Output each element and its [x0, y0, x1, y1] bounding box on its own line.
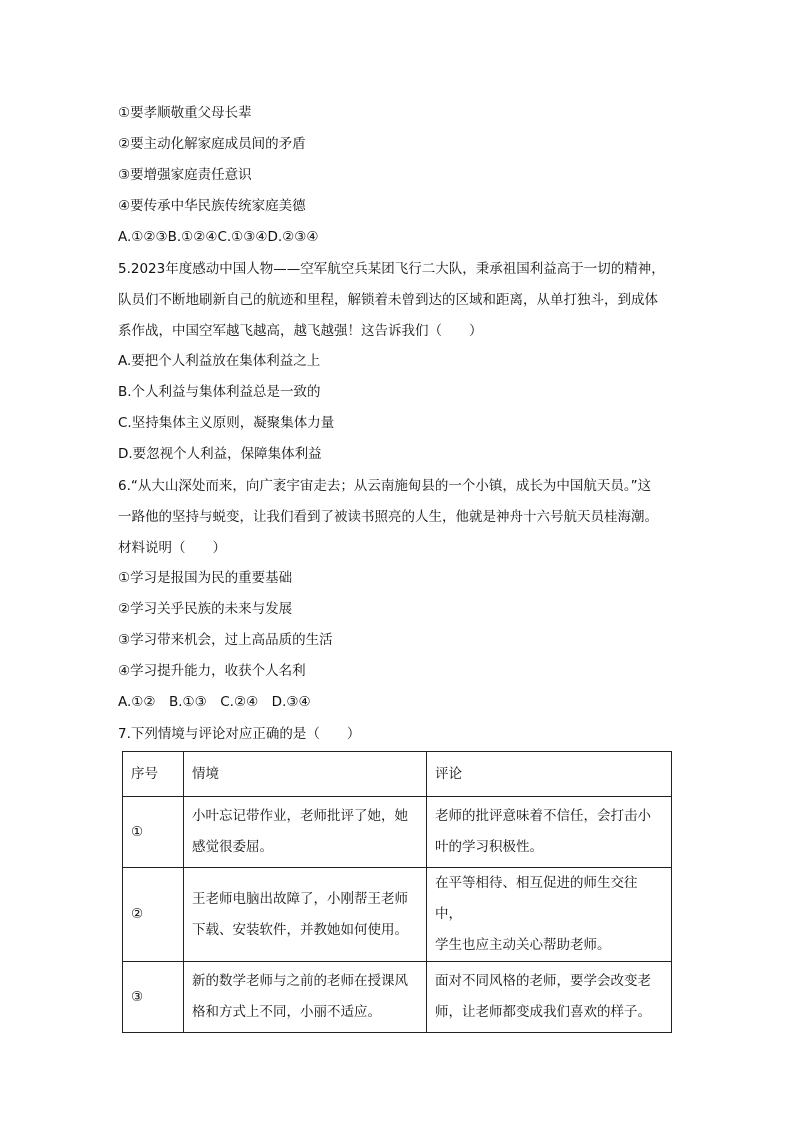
- cell-line: 王老师电脑出故障了，小刚帮王老师: [192, 890, 408, 907]
- row-comment: [427, 797, 672, 868]
- cell-line: 叶的学习积极性。: [435, 839, 543, 855]
- cell-line: 师，让老师都变成我们喜欢的样子。: [435, 1004, 651, 1020]
- q5-option-c: C.坚持集体主义原则，凝聚集体力量: [118, 415, 335, 431]
- table-row: [123, 962, 672, 1033]
- row-situation: [184, 797, 427, 868]
- q5-option-a: A.要把个人利益放在集体利益之上: [118, 353, 321, 369]
- row-number: ②: [123, 868, 184, 962]
- cell-line: 格和方式上不同，小丽不适应。: [192, 1004, 381, 1020]
- q4-option-2: ②要主动化解家庭成员间的矛盾: [118, 136, 306, 152]
- q7-table: [122, 751, 672, 1033]
- row-number: ③: [123, 962, 184, 1033]
- q6-item-3: ③学习带来机会，过上高品质的生活: [118, 632, 333, 648]
- row-comment: [427, 868, 672, 962]
- row-number: ①: [123, 797, 184, 868]
- row-comment: [427, 962, 672, 1033]
- q6-stem-line: 6.“从大山深处而来，向广袤宇宙走去；从云南施甸县的一个小镇，成长为中国航天员。”这: [118, 478, 652, 494]
- row-situation: [184, 962, 427, 1033]
- q4-option-4: ④要传承中华民族传统家庭美德: [118, 198, 306, 214]
- q5-stem-line: 系作战，中国空军越飞越高，越飞越强！这告诉我们（ ）: [118, 323, 483, 339]
- q7-stem: 7.下列情境与评论对应正确的是（ ）: [118, 726, 361, 742]
- table-row: [123, 797, 672, 868]
- q6-item-2: ②学习关乎民族的未来与发展: [118, 601, 293, 617]
- table-header-row: [123, 752, 672, 797]
- q4-option-3: ③要增强家庭责任意识: [118, 167, 252, 183]
- header-comment: 评论: [427, 752, 672, 797]
- q4-option-1: ①要孝顺敬重父母长辈: [118, 105, 252, 121]
- q6-item-1: ①学习是报国为民的重要基础: [118, 570, 293, 586]
- cell-line: 感觉很委屈。: [192, 839, 273, 855]
- table-row: [123, 868, 672, 962]
- cell-line: 下载、安装软件，并教她如何使用。: [192, 921, 408, 938]
- q5-option-d: D.要忽视个人利益，保障集体利益: [118, 446, 322, 462]
- header-number: 序号: [123, 752, 184, 797]
- cell-line: 面对不同风格的老师，要学会改变老: [435, 973, 651, 989]
- cell-line: 在平等相待、相互促进的师生交往中，: [435, 875, 638, 922]
- header-situation: 情境: [184, 752, 427, 797]
- q4-choices: A.①②③B.①②④C.①③④D.②③④: [118, 229, 319, 245]
- q6-item-4: ④学习提升能力，收获个人名利: [118, 663, 306, 679]
- q5-stem-line: 队员们不断地刷新自己的航迹和里程，解锁着未曾到达的区域和距离，从单打独斗，到成体: [118, 292, 658, 308]
- q6-stem-line: 一路他的坚持与蜕变，让我们看到了被读书照亮的人生，他就是神舟十六号航天员桂海潮。: [118, 509, 658, 525]
- cell-line: 老师的批评意味着不信任，会打击小: [435, 808, 651, 824]
- cell-line: 新的数学老师与之前的老师在授课风: [192, 973, 408, 989]
- row-situation: [184, 868, 427, 962]
- q6-stem: [118, 471, 693, 564]
- q6-choices: A.①② B.①③ C.②④ D.③④: [118, 694, 311, 710]
- cell-line: 小叶忘记带作业，老师批评了她，她: [192, 808, 408, 824]
- q5-option-b: B.个人利益与集体利益总是一致的: [118, 384, 321, 400]
- q5-stem: [118, 254, 693, 347]
- q5-stem-line: 5.2023年度感动中国人物——空军航空兵某团飞行二大队，秉承祖国利益高于一切的精神，: [118, 261, 665, 277]
- q6-stem-line: 材料说明（ ）: [118, 540, 226, 556]
- cell-line: 学生也应主动关心帮助老师。: [435, 937, 611, 953]
